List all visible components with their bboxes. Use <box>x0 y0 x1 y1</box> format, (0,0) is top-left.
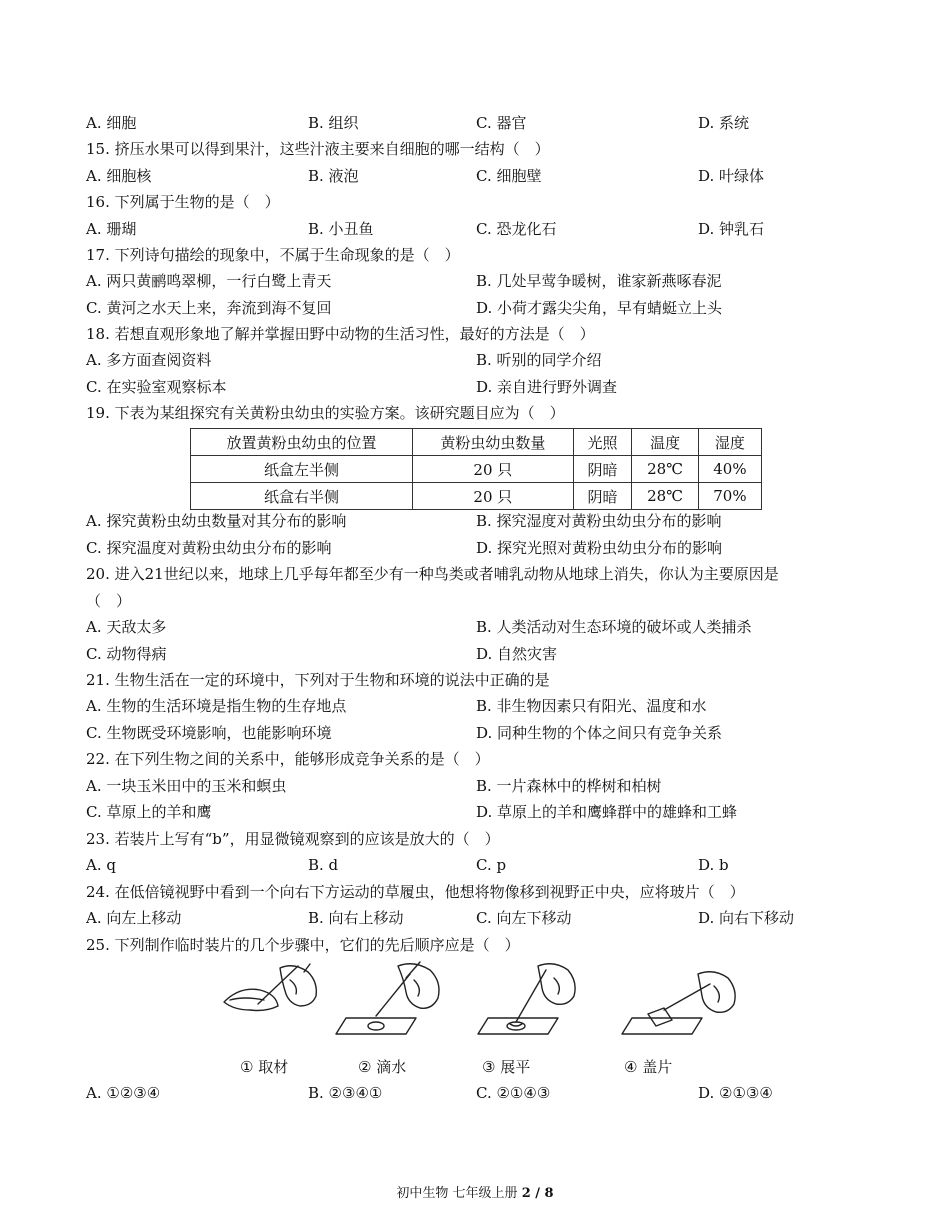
option-b: B. 人类活动对生态环境的破坏或人类捕杀 <box>476 618 752 636</box>
table-header-row <box>191 429 762 456</box>
step-take-material-illustration <box>224 964 316 1011</box>
option-c: C. ②①④③ <box>476 1084 551 1102</box>
option-a: A. 细胞 <box>86 114 137 132</box>
table-header: 放置黄粉虫幼虫的位置 <box>191 429 413 456</box>
option-b: B. 探究湿度对黄粉虫幼虫分布的影响 <box>476 512 722 530</box>
q19-options-row1 <box>86 510 840 532</box>
q15-stem: 15. 挤压水果可以得到果汁，这些汁液主要来自细胞的哪一结构（ ） <box>86 140 550 158</box>
option-b: B. 几处早莺争暖树，谁家新燕啄春泥 <box>476 272 722 290</box>
option-c: C. 在实验室观察标本 <box>86 378 227 396</box>
q20-options-row1 <box>86 616 840 638</box>
option-a: A. 向左上移动 <box>86 909 182 927</box>
q21-options-row2 <box>86 722 840 744</box>
q19-options-row2 <box>86 537 840 559</box>
q21-options-row1 <box>86 695 840 717</box>
experiment-table <box>190 428 762 510</box>
option-a: A. 两只黄鹂鸣翠柳，一行白鹭上青天 <box>86 272 332 290</box>
table-cell: 阴暗 <box>573 456 632 483</box>
q17-options-row2 <box>86 297 840 319</box>
option-a: A. 天敌太多 <box>86 618 167 636</box>
figure-label-4: ④ 盖片 <box>624 1058 673 1076</box>
table-header: 湿度 <box>698 429 761 456</box>
table-header: 黄粉虫幼虫数量 <box>413 429 574 456</box>
option-c: C. 草原上的羊和鹰 <box>86 803 212 821</box>
table-cell: 28℃ <box>632 483 699 510</box>
option-b: B. 听别的同学介绍 <box>476 351 602 369</box>
table-cell: 20 只 <box>413 483 574 510</box>
q24-stem: 24. 在低倍镜视野中看到一个向右下方运动的草履虫，他想将物像移到视野正中央，应将玻片（ ） <box>86 883 745 901</box>
option-b: B. 非生物因素只有阳光、温度和水 <box>476 697 707 715</box>
option-c: C. 向左下移动 <box>476 909 572 927</box>
option-a: A. 珊瑚 <box>86 220 137 238</box>
option-a: A. 一块玉米田中的玉米和螟虫 <box>86 777 287 795</box>
option-c: C. 恐龙化石 <box>476 220 557 238</box>
option-b: B. d <box>308 856 339 874</box>
option-b: B. 小丑鱼 <box>308 220 374 238</box>
q22-stem: 22. 在下列生物之间的关系中，能够形成竞争关系的是（ ） <box>86 750 490 768</box>
q18-options-row2 <box>86 376 840 398</box>
option-a: A. ①②③④ <box>86 1084 161 1102</box>
table-cell: 70% <box>698 483 761 510</box>
option-d: D. 同种生物的个体之间只有竞争关系 <box>476 724 723 742</box>
q14-options <box>86 112 840 134</box>
option-b: B. 组织 <box>308 114 359 132</box>
q23-stem: 23. 若装片上写有“b”，用显微镜观察到的应该是放大的（ ） <box>86 830 500 848</box>
q25-stem: 25. 下列制作临时装片的几个步骤中，它们的先后顺序应是（ ） <box>86 936 520 954</box>
option-d: D. 亲自进行野外调查 <box>476 378 618 396</box>
step-spread-illustration <box>478 964 575 1034</box>
option-d: D. 钟乳石 <box>698 220 765 238</box>
q22-options-row1 <box>86 775 840 797</box>
option-c: C. 生物既受环境影响，也能影响环境 <box>86 724 332 742</box>
q21-stem: 21. 生物生活在一定的环境中，下列对于生物和环境的说法中正确的是 <box>86 671 550 689</box>
option-b: B. 液泡 <box>308 167 359 185</box>
table-row <box>191 483 762 510</box>
figure-label-3: ③ 展平 <box>482 1058 531 1076</box>
table-header: 温度 <box>632 429 699 456</box>
figure-label-2: ② 滴水 <box>358 1058 407 1076</box>
option-c: C. 探究温度对黄粉虫幼虫分布的影响 <box>86 539 332 557</box>
option-a: A. 细胞核 <box>86 167 152 185</box>
table-header: 光照 <box>573 429 632 456</box>
step-drop-water-illustration <box>336 962 439 1034</box>
table-cell: 纸盒右半侧 <box>191 483 413 510</box>
table-cell: 28℃ <box>632 456 699 483</box>
option-c: C. 动物得病 <box>86 645 167 663</box>
page-number: 2 / 8 <box>521 1186 554 1201</box>
option-b: B. 一片森林中的桦树和柏树 <box>476 777 662 795</box>
option-d: D. ②①③④ <box>698 1084 773 1102</box>
q19-stem: 19. 下表为某组探究有关黄粉虫幼虫的实验方案。该研究题目应为（ ） <box>86 404 565 422</box>
option-d: D. 小荷才露尖尖角，早有蜻蜓立上头 <box>476 299 723 317</box>
option-c: C. 细胞壁 <box>476 167 542 185</box>
step-cover-slip-illustration <box>622 972 735 1034</box>
q16-options <box>86 218 840 240</box>
option-a: A. 生物的生活环境是指生物的生存地点 <box>86 697 347 715</box>
option-d: D. b <box>698 856 729 874</box>
q24-options <box>86 907 840 929</box>
option-c: C. 器官 <box>476 114 527 132</box>
q15-options <box>86 165 840 187</box>
q23-options <box>86 854 840 876</box>
option-a: A. q <box>86 856 116 874</box>
q16-stem: 16. 下列属于生物的是（ ） <box>86 193 280 211</box>
option-a: A. 多方面查阅资料 <box>86 351 212 369</box>
q17-options-row1 <box>86 270 840 292</box>
q18-stem: 18. 若想直观形象地了解并掌握田野中动物的生活习性，最好的方法是（ ） <box>86 325 595 343</box>
table-cell: 40% <box>698 456 761 483</box>
q17-stem: 17. 下列诗句描绘的现象中，不属于生命现象的是（ ） <box>86 246 460 264</box>
footer-text: 初中生物 七年级上册 <box>396 1186 522 1201</box>
option-c: C. 黄河之水天上来，奔流到海不复回 <box>86 299 332 317</box>
option-b: B. 向右上移动 <box>308 909 404 927</box>
option-d: D. 草原上的羊和鹰蜂群中的雄蜂和工蜂 <box>476 803 738 821</box>
page-footer <box>0 1182 950 1201</box>
q20-stem: 20. 进入21世纪以来，地球上几乎每年都至少有一种鸟类或者哺乳动物从地球上消失，你认为主要原因是 <box>86 565 779 583</box>
option-b: B. ②③④① <box>308 1084 383 1102</box>
slide-preparation-figure <box>220 960 740 1080</box>
option-d: D. 探究光照对黄粉虫幼虫分布的影响 <box>476 539 723 557</box>
table-cell: 阴暗 <box>573 483 632 510</box>
figure-label-1: ① 取材 <box>240 1058 289 1076</box>
option-d: D. 自然灾害 <box>476 645 558 663</box>
option-d: D. 系统 <box>698 114 750 132</box>
q20-options-row2 <box>86 643 840 665</box>
table-cell: 纸盒左半侧 <box>191 456 413 483</box>
option-c: C. p <box>476 856 507 874</box>
q18-options-row1 <box>86 349 840 371</box>
q25-options <box>86 1082 840 1104</box>
option-d: D. 叶绿体 <box>698 167 765 185</box>
table-cell: 20 只 <box>413 456 574 483</box>
option-d: D. 向右下移动 <box>698 909 795 927</box>
q20-stem-continued: （ ） <box>86 592 132 610</box>
q22-options-row2 <box>86 801 840 823</box>
table-row <box>191 456 762 483</box>
option-a: A. 探究黄粉虫幼虫数量对其分布的影响 <box>86 512 347 530</box>
